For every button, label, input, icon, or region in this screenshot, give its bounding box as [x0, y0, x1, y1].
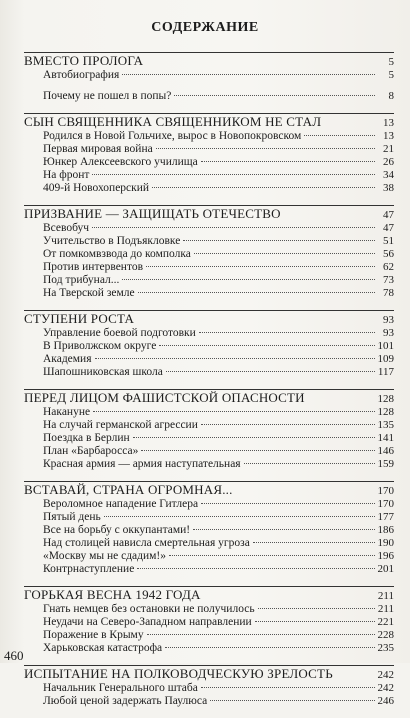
toc-section	[24, 52, 394, 113]
entry-title: От помкомвзвода до комполка	[43, 248, 191, 260]
entry-title: Любой ценой задержать Паулюса	[43, 695, 208, 707]
dot-leader	[141, 450, 374, 451]
entry-page-number: 56	[383, 248, 394, 260]
dot-leader	[194, 253, 375, 254]
dot-leader	[93, 411, 374, 412]
entry-page-number: 228	[377, 629, 394, 641]
toc-entry[interactable]	[43, 445, 394, 458]
entry-title: Контрнаступление	[43, 563, 135, 575]
toc-entry[interactable]	[43, 353, 394, 366]
toc-entry[interactable]	[43, 603, 394, 616]
entry-page-number: 8	[388, 90, 394, 102]
entry-page-number: 62	[383, 261, 394, 273]
entry-title: Над столицей нависла смертельная угроза	[43, 537, 250, 549]
dot-leader	[122, 279, 375, 280]
dot-leader	[138, 292, 375, 293]
toc-entry[interactable]	[43, 248, 394, 261]
section-heading[interactable]	[24, 54, 394, 69]
toc-entry[interactable]	[43, 458, 394, 471]
toc-entry[interactable]	[43, 616, 394, 629]
section-page-number: 5	[388, 56, 394, 68]
entry-title: Управление боевой подготовки	[43, 327, 196, 339]
section-title: ИСПЫТАНИЕ НА ПОЛКОВОДЧЕСКУЮ ЗРЕЛОСТЬ	[24, 666, 333, 681]
section-page-number: 211	[377, 590, 394, 602]
toc-section	[24, 205, 394, 310]
dot-leader	[156, 148, 375, 149]
toc-entry[interactable]	[43, 143, 394, 156]
entry-page-number: 47	[383, 222, 394, 234]
toc-section	[24, 113, 394, 205]
dot-leader	[92, 174, 375, 175]
dot-leader	[258, 608, 375, 609]
entry-title: Вероломное нападение Гитлера	[43, 498, 199, 510]
section-heading[interactable]	[24, 667, 394, 682]
toc-entry[interactable]	[43, 366, 394, 379]
dot-leader	[201, 687, 375, 688]
entry-title: «Москву мы не сдадим!»	[43, 550, 167, 562]
entry-page-number: 93	[383, 327, 394, 339]
entry-title: В Приволжском округе	[43, 340, 157, 352]
toc-entry[interactable]	[43, 222, 394, 235]
toc-entry[interactable]	[43, 90, 394, 103]
dot-leader	[183, 240, 375, 241]
dot-leader	[174, 95, 375, 96]
table-of-contents	[24, 52, 394, 718]
entry-title: Под трибунал...	[43, 274, 120, 286]
dot-leader	[210, 700, 374, 701]
toc-entry[interactable]	[43, 406, 394, 419]
entry-title: Первая мировая война	[43, 143, 153, 155]
entry-page-number: 109	[377, 353, 394, 365]
entry-page-number: 221	[377, 616, 394, 628]
dot-leader	[147, 634, 375, 635]
section-heading[interactable]	[24, 207, 394, 222]
entry-page-number: 38	[383, 182, 394, 194]
entry-page-number: 26	[383, 156, 394, 168]
toc-entry[interactable]	[43, 537, 394, 550]
dot-leader	[193, 529, 374, 530]
entry-title: Накануне	[43, 406, 91, 418]
entry-page-number: 135	[377, 419, 394, 431]
dot-leader	[137, 568, 374, 569]
dot-leader	[146, 266, 375, 267]
toc-entry[interactable]	[43, 695, 394, 708]
entry-page-number: 186	[377, 524, 394, 536]
dot-leader	[201, 503, 374, 504]
toc-entry[interactable]	[43, 682, 394, 695]
entry-title: Автобиография	[43, 69, 120, 81]
toc-entry[interactable]	[43, 274, 394, 287]
entry-page-number: 73	[383, 274, 394, 286]
section-title: ГОРЬКАЯ ВЕСНА 1942 ГОДА	[24, 587, 201, 602]
section-heading[interactable]	[24, 483, 394, 498]
entry-title: План «Барбаросса»	[43, 445, 139, 457]
toc-entry[interactable]	[43, 235, 394, 248]
dot-leader	[133, 437, 375, 438]
toc-entry[interactable]	[43, 642, 394, 655]
entry-title: Поездка в Берлин	[43, 432, 130, 444]
section-page-number: 47	[383, 209, 394, 221]
section-page-number: 128	[377, 393, 394, 405]
dot-leader	[255, 621, 375, 622]
toc-entry[interactable]	[43, 629, 394, 642]
entry-page-number: 117	[377, 366, 394, 378]
toc-entry[interactable]	[43, 498, 394, 511]
entry-page-number: 177	[377, 511, 394, 523]
toc-entry[interactable]	[43, 511, 394, 524]
entry-title: Поражение в Крыму	[43, 629, 144, 641]
entry-title: Всевобуч	[43, 222, 90, 234]
dot-leader	[104, 516, 375, 517]
entry-page-number: 242	[377, 682, 394, 694]
toc-entry[interactable]	[43, 182, 394, 195]
toc-section	[24, 389, 394, 481]
toc-entry[interactable]	[43, 563, 394, 576]
dot-leader	[92, 227, 375, 228]
section-title: ПРИЗВАНИЕ — ЗАЩИЩАТЬ ОТЕЧЕСТВО	[24, 206, 281, 221]
entry-title: Родился в Новой Гольчихе, вырос в Новопокровском	[43, 130, 302, 142]
entry-page-number: 128	[377, 406, 394, 418]
section-divider	[24, 665, 394, 666]
section-title: СТУПЕНИ РОСТА	[24, 311, 135, 326]
dot-leader	[159, 345, 374, 346]
dot-leader	[122, 74, 375, 75]
entry-title: 409-й Новохоперский	[43, 182, 150, 194]
section-heading[interactable]	[24, 115, 394, 130]
page-title: СОДЕРЖАНИЕ	[151, 20, 259, 35]
toc-entry[interactable]	[43, 340, 394, 353]
toc-section	[24, 586, 394, 665]
section-heading[interactable]	[24, 391, 394, 406]
entry-title: Красная армия — армия наступательная	[43, 458, 241, 470]
section-title: ВСТАВАЙ, СТРАНА ОГРОМНАЯ...	[24, 482, 233, 497]
entry-title: Шапошниковская школа	[43, 366, 163, 378]
toc-entry[interactable]	[43, 550, 394, 563]
entry-title: Юнкер Алексеевского училища	[43, 156, 198, 168]
dot-leader	[95, 358, 375, 359]
toc-section	[24, 310, 394, 389]
dot-leader	[166, 371, 375, 372]
toc-entry[interactable]	[43, 130, 394, 143]
toc-entry[interactable]	[43, 261, 394, 274]
dot-leader	[253, 542, 375, 543]
entry-page-number: 159	[377, 458, 394, 470]
entry-page-number: 21	[383, 143, 394, 155]
dot-leader	[201, 161, 375, 162]
entry-title: Начальник Генерального штаба	[43, 682, 198, 694]
section-title: СЫН СВЯЩЕННИКА СВЯЩЕННИКОМ НЕ СТАЛ	[24, 114, 322, 129]
section-heading[interactable]	[24, 312, 394, 327]
dot-leader	[199, 332, 375, 333]
toc-entry[interactable]	[43, 169, 394, 182]
entry-page-number: 190	[377, 537, 394, 549]
toc-entry[interactable]	[43, 156, 394, 169]
dot-leader	[169, 555, 374, 556]
entry-page-number: 78	[383, 287, 394, 299]
entry-page-number: 246	[377, 695, 394, 707]
section-page-number: 170	[377, 485, 394, 497]
toc-entry[interactable]	[43, 287, 394, 300]
dot-leader	[304, 135, 375, 136]
toc-entry[interactable]	[43, 419, 394, 432]
dot-leader	[244, 463, 375, 464]
toc-entry[interactable]	[43, 524, 394, 537]
toc-entry[interactable]	[43, 327, 394, 340]
toc-section	[24, 665, 394, 718]
section-page-number: 13	[383, 117, 394, 129]
entry-page-number: 101	[377, 340, 394, 352]
toc-section	[24, 481, 394, 586]
entry-title: Академия	[43, 353, 92, 365]
section-page-number: 242	[377, 669, 394, 681]
dot-leader	[165, 647, 374, 648]
entry-page-number: 51	[383, 235, 394, 247]
entry-page-number: 141	[377, 432, 394, 444]
entry-page-number: 196	[377, 550, 394, 562]
dot-leader	[152, 187, 375, 188]
entry-title: Все на борьбу с оккупантами!	[43, 524, 191, 536]
entry-page-number: 34	[383, 169, 394, 181]
entry-title: Учительство в Подъякловке	[43, 235, 181, 247]
entry-page-number: 5	[388, 69, 394, 81]
entry-page-number: 170	[377, 498, 394, 510]
dot-leader	[201, 424, 375, 425]
entry-title: На случай германской агрессии	[43, 419, 198, 431]
entry-page-number: 146	[377, 445, 394, 457]
entry-title: Пятый день	[43, 511, 101, 523]
entry-page-number: 13	[383, 130, 394, 142]
entry-title: На фронт	[43, 169, 90, 181]
toc-entry[interactable]	[43, 69, 394, 82]
page-number: 460	[4, 648, 24, 663]
entry-title: Харьковская катастрофа	[43, 642, 163, 654]
section-page-number: 93	[383, 314, 394, 326]
entry-title: На Тверской земле	[43, 287, 135, 299]
entry-page-number: 201	[377, 563, 394, 575]
entry-title: Против интервентов	[43, 261, 144, 273]
toc-entry[interactable]	[43, 432, 394, 445]
section-title: ПЕРЕД ЛИЦОМ ФАШИСТСКОЙ ОПАСНОСТИ	[24, 390, 305, 405]
entry-page-number: 211	[377, 603, 394, 615]
entry-title: Почему не пошел в попы?	[43, 90, 172, 102]
entry-title: Неудачи на Северо-Западном направлении	[43, 616, 252, 628]
section-heading[interactable]	[24, 588, 394, 603]
section-title: ВМЕСТО ПРОЛОГА	[24, 53, 144, 68]
entry-page-number: 235	[377, 642, 394, 654]
entry-title: Гнать немцев без остановки не получилось	[43, 603, 255, 615]
